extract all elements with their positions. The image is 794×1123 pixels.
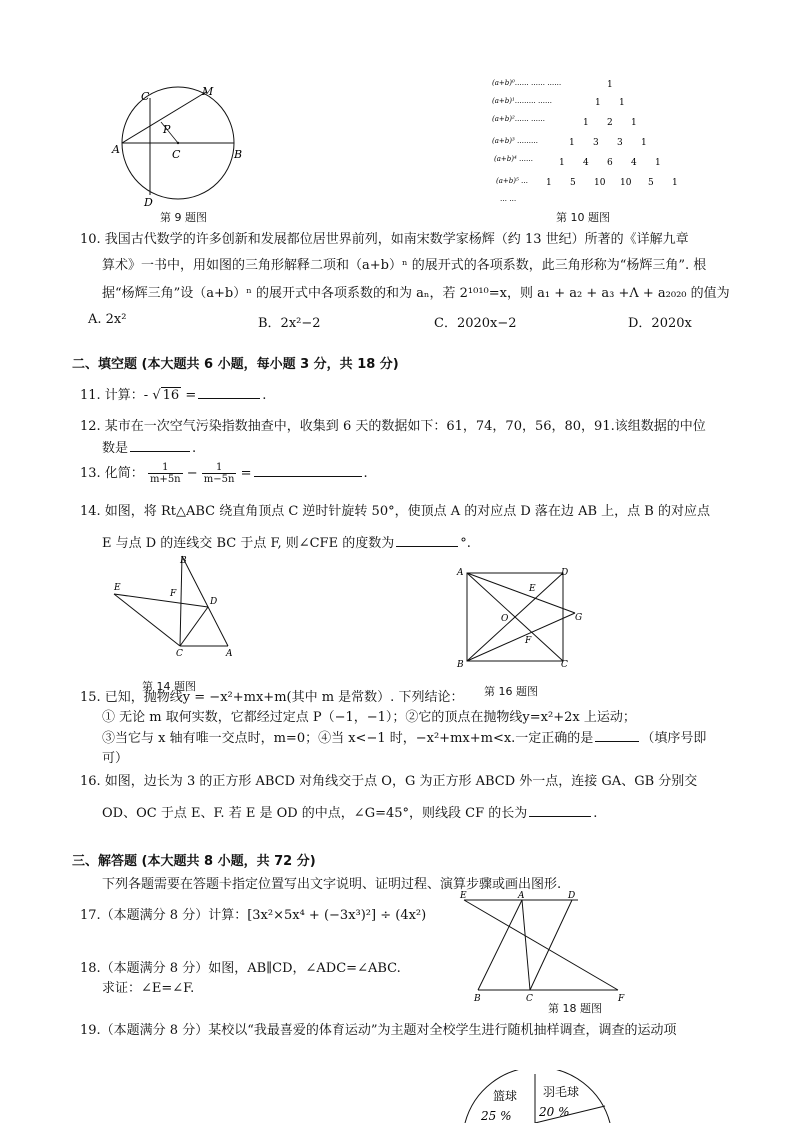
yanghui-num: 10: [620, 178, 632, 188]
fig18-label-d: D: [568, 891, 576, 901]
fig14-label-f: F: [170, 589, 177, 599]
fig16-label-b: B: [457, 660, 464, 670]
figure-9-caption: 第 9 题图: [160, 211, 207, 224]
yanghui-num: 1: [607, 80, 613, 90]
fig9-label-c: C: [141, 90, 150, 103]
q18-line-1: 18.（本题满分 8 分）如图，AB∥CD，∠ADC=∠ABC.: [80, 961, 401, 976]
fig9-label-b: B: [234, 148, 243, 161]
figure-18-parallelogram: [458, 890, 633, 1002]
yanghui-num: 1: [583, 118, 589, 128]
section-3-note: 下列各题需要在答题卡指定位置写出文字说明、证明过程、演算步骤或画出图形.: [102, 877, 562, 892]
yanghui-row-5: (a+b)⁵ …: [496, 177, 529, 185]
q12-line-1: 12. 某市在一次空气污染指数抽查中，收集到 6 天的数据如下：61，74，70，56，80，91.该组数据的中位: [80, 419, 706, 434]
fig14-label-a: A: [226, 649, 233, 659]
q10-line-2: 算术》一书中，用如图的三角形解释二项和（a+b）ⁿ 的展开式的各项系数，此三角形称为“杨辉三角”. 根: [102, 258, 707, 273]
q13-fraction-1: [148, 462, 183, 485]
q17: 17.（本题满分 8 分）计算：[3x²×5x⁴ + (−3x³)²] ÷ (4x²): [80, 908, 427, 923]
q14-line-2: [102, 532, 471, 551]
yanghui-row-4: (a+b)⁴ ……: [494, 155, 534, 163]
q10-line-1: 10. 我国古代数学的许多创新和发展都位居世界前列，如南宋数学家杨辉（约 13 世纪）所著的《详解九章: [80, 232, 689, 247]
yanghui-num: 4: [631, 158, 637, 168]
q11-radicand: 16: [162, 388, 180, 403]
q15-answer-blank[interactable]: [595, 729, 639, 742]
fig9-label-m: M: [202, 85, 214, 98]
yanghui-num: 1: [595, 98, 601, 108]
figure-10-caption: 第 10 题图: [556, 211, 610, 224]
q19-pie-chart-fragment: [455, 1070, 625, 1123]
fig18-label-e: E: [460, 891, 467, 901]
q12-end: .: [192, 441, 197, 456]
fig16-label-d: D: [561, 568, 569, 578]
q13-eq: =: [236, 466, 252, 481]
q15-line-1: 15. 已知，抛物线y = −x²+mx+m(其中 m 是常数）. 下列结论：: [80, 690, 464, 705]
q16-line-1: 16. 如图，边长为 3 的正方形 ABCD 对角线交于点 O，G 为正方形 ABCD 外一点，连接 GA、GB 分别交: [80, 774, 698, 789]
yanghui-num: 5: [570, 178, 576, 188]
yanghui-num: 5: [648, 178, 654, 188]
yanghui-num: 2: [607, 118, 613, 128]
section-2-heading: 二、填空题 (本大题共 6 小题，每小题 3 分，共 18 分): [72, 357, 399, 372]
sqrt-symbol: √: [152, 388, 161, 403]
fig14-label-b: B: [180, 556, 187, 566]
q11-end: .: [262, 388, 267, 403]
pie-label-badminton: 羽毛球: [543, 1085, 580, 1099]
q14-line-1: 14. 如图，将 Rt△ABC 绕直角顶点 C 逆时针旋转 50°，使顶点 A 的对应点 D 落在边 AB 上，点 B 的对应点: [80, 504, 710, 519]
fig16-label-o: O: [501, 614, 509, 624]
yanghui-num: 6: [607, 158, 613, 168]
q16-end: .: [593, 806, 598, 821]
fig18-label-a: A: [518, 891, 525, 901]
q16-line-2-text: OD、OC 于点 E、F. 若 E 是 OD 的中点，∠G=45°，则线段 CF 的长为: [102, 806, 528, 821]
q11-suffix: =: [181, 388, 197, 403]
q18-line-2: 求证：∠E=∠F.: [102, 981, 195, 996]
yanghui-num: 1: [631, 118, 637, 128]
q14-line-2-text: E 与点 D 的连线交 BC 于点 F, 则∠CFE 的度数为: [102, 536, 395, 551]
yanghui-row-3: (a+b)³ ………: [492, 137, 539, 145]
figure-14-caption: 第 14 题图: [142, 680, 196, 693]
q16-line-2: [102, 802, 597, 821]
q13-den-1: m+5n: [149, 474, 181, 485]
q15-line-3: [102, 727, 706, 746]
q10-option-b[interactable]: B．2x²−2: [258, 316, 321, 331]
fig14-label-d: D: [210, 597, 218, 607]
fig16-label-e: E: [529, 584, 536, 594]
fig16-label-f: F: [525, 636, 532, 646]
pie-label-basketball: 篮球: [493, 1089, 518, 1103]
yanghui-num: 10: [594, 178, 606, 188]
yanghui-num: 1: [672, 178, 678, 188]
q12-line-2: [102, 437, 196, 456]
yanghui-num: 3: [617, 138, 623, 148]
fig16-label-g: G: [575, 613, 583, 623]
yanghui-row-0: (a+b)⁰…… …… ……: [492, 79, 562, 87]
q11-answer-blank[interactable]: [198, 386, 260, 399]
q13-end: .: [363, 466, 368, 481]
fig9-label-o: C: [172, 148, 181, 161]
q12-answer-blank[interactable]: [130, 439, 190, 452]
q13: [80, 462, 368, 485]
fig16-label-c: C: [561, 660, 568, 670]
figure-16-caption: 第 16 题图: [484, 685, 538, 698]
q14-end: °.: [460, 536, 471, 551]
yanghui-num: 1: [559, 158, 565, 168]
yanghui-num: 1: [619, 98, 625, 108]
yanghui-num: 1: [546, 178, 552, 188]
pie-label-basketball-pct: 25 %: [481, 1109, 512, 1123]
q13-fraction-2: [202, 462, 237, 485]
yanghui-num: 4: [583, 158, 589, 168]
yanghui-more: … …: [500, 195, 517, 203]
fig14-label-c: C: [176, 649, 183, 659]
yanghui-num: 3: [593, 138, 599, 148]
fig9-label-d: D: [144, 196, 153, 209]
q13-den-2: m−5n: [203, 474, 235, 485]
figure-14-rotation: [108, 552, 243, 660]
figure-18-caption: 第 18 题图: [548, 1002, 602, 1015]
yanghui-row-1: (a+b)¹……… ……: [492, 97, 553, 105]
q14-answer-blank[interactable]: [396, 534, 458, 547]
pie-label-badminton-pct: 20 %: [539, 1105, 570, 1119]
q10-line-3: 据“杨辉三角”设（a+b）ⁿ 的展开式中各项系数的和为 aₙ，若 2¹⁰¹⁰=x，则 a₁ + a₂ + a₃ +Λ + a₂₀₂₀ 的值为: [102, 286, 730, 301]
yanghui-row-2: (a+b)²…… ……: [492, 115, 546, 123]
q12-line-2-text: 数是: [102, 441, 129, 456]
yanghui-num: 1: [569, 138, 575, 148]
fig18-label-f: F: [618, 994, 625, 1002]
q15-line-3-end: （填序号即: [641, 731, 707, 746]
q10-option-a[interactable]: A. 2x²: [88, 312, 127, 327]
q16-answer-blank[interactable]: [529, 804, 591, 817]
q13-minus: −: [182, 466, 202, 481]
q13-num-2: 1: [202, 462, 237, 474]
q11-prefix: 11. 计算：-: [80, 388, 153, 403]
q13-answer-blank[interactable]: [254, 464, 362, 477]
q15-line-4: 可）: [102, 751, 129, 766]
q15-line-2: ① 无论 m 取何实数，它都经过定点 P（−1，−1）；②它的顶点在抛物线y=x²+2x 上运动；: [102, 710, 636, 725]
q10-option-d[interactable]: D．2020x: [628, 316, 692, 331]
fig14-label-e: E: [114, 583, 121, 593]
fig9-label-p: P: [163, 123, 171, 136]
q13-num-1: 1: [148, 462, 183, 474]
yanghui-num: 1: [655, 158, 661, 168]
fig9-label-a: A: [112, 143, 120, 156]
figure-9-circle: [108, 80, 248, 210]
q15-line-3-text: ③当它与 x 轴有唯一交点时，m=0；④当 x<−1 时，−x²+mx+m<x.一定正确的是: [102, 731, 594, 746]
q19: 19.（本题满分 8 分）某校以“我最喜爱的体育运动”为主题对全校学生进行随机抽样调查，调查的运动项: [80, 1023, 677, 1038]
fig18-label-c: C: [526, 994, 533, 1002]
q13-prefix: 13. 化简：: [80, 466, 144, 481]
figure-16-square: [455, 565, 590, 670]
fig16-label-a: A: [457, 568, 464, 578]
q10-option-c[interactable]: C．2020x−2: [434, 316, 517, 331]
fig18-label-b: B: [474, 994, 481, 1002]
section-3-heading: 三、解答题 (本大题共 8 小题，共 72 分): [72, 854, 316, 869]
yanghui-num: 1: [641, 138, 647, 148]
figure-10-yanghui-triangle: [490, 75, 690, 205]
q11: [80, 384, 266, 403]
